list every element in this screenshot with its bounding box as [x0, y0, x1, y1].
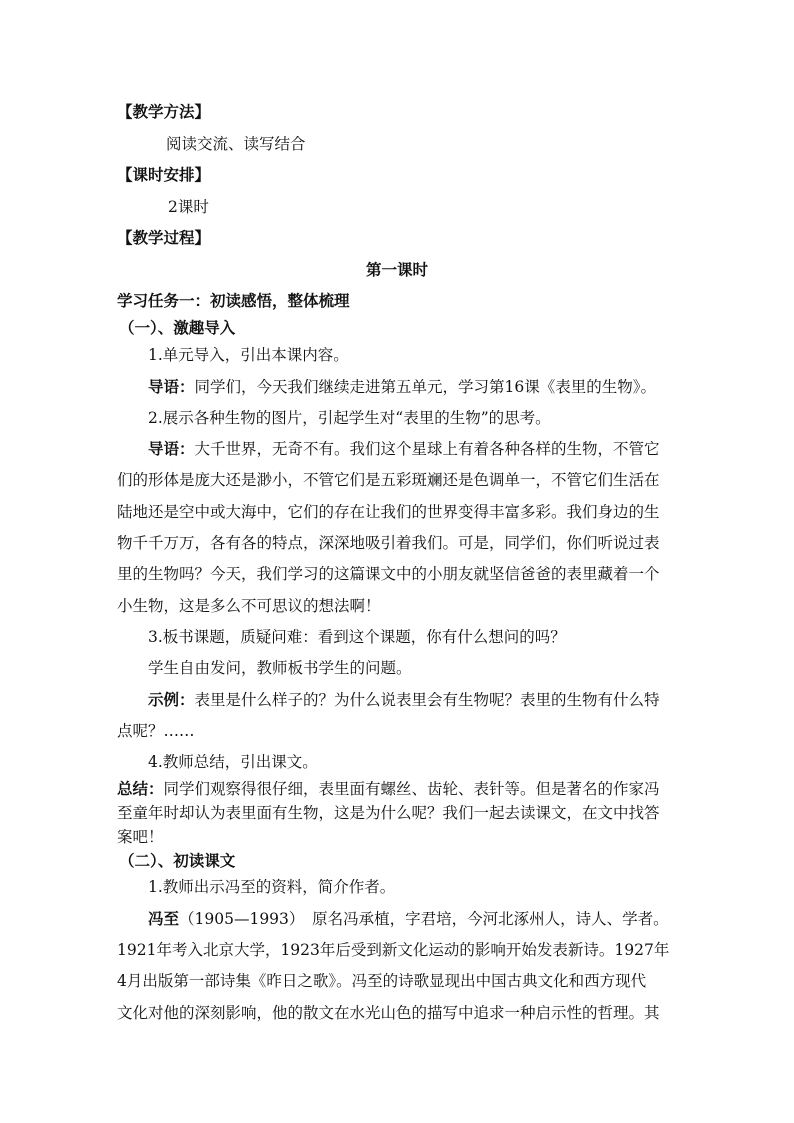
- summary-first-line: [117, 779, 660, 799]
- step3-note: 学生自由发问，教师板书学生的问题。: [148, 659, 412, 677]
- part2-heading: （二）、初读课文: [119, 851, 236, 870]
- intro2-line: 里的生物吗？今天，我们学习的这篇课文中的小朋友就坚信爸爸的表里藏着一个: [117, 565, 660, 583]
- example-line: 表里是什么样子的？为什么说表里会有生物呢？表里的生物有什么特: [194, 691, 660, 709]
- step2-text: 2.展示各种生物的图片，引起学生对“表里的生物”的思考。: [148, 409, 551, 427]
- step1-text: 1.单元导入，引出本课内容。: [148, 346, 349, 364]
- example-label: 示例：: [148, 690, 195, 709]
- intro2-line: 陆地还是空中或大海中，它们的存在让我们的世界变得丰富多彩。我们身边的生: [117, 503, 660, 521]
- intro-label: 导语：: [148, 377, 195, 396]
- author-name: 冯至: [148, 909, 180, 928]
- example-first-line: [148, 690, 660, 710]
- teaching-method-text: 阅读交流、读写结合: [166, 135, 306, 153]
- author-first-line: [148, 909, 669, 929]
- teaching-process-heading: 【教学过程】: [117, 228, 211, 247]
- lesson-title: 第一课时: [365, 260, 428, 279]
- summary-line: 同学们观察得很仔细，表里面有螺丝、齿轮、表针等。但是著名的作家冯: [163, 780, 660, 798]
- class-hours-text: 2课时: [168, 198, 209, 216]
- author-line: 文化对他的深刻影响，他的散文在水光山色的描写中追求一种启示性的哲理。其: [117, 1004, 660, 1022]
- task1-heading: 学习任务一：初读感悟，整体梳理: [117, 291, 350, 310]
- intro2-line: 大千世界，无奇不有。我们这个星球上有着各种各样的生物，不管它: [194, 440, 660, 458]
- intro-paragraph: [148, 377, 656, 397]
- intro2-line: 小生物，这是多么不可思议的想法啊！: [117, 597, 381, 615]
- intro-text: 同学们，今天我们继续走进第五单元，学习第16课《表里的生物》。: [194, 378, 656, 396]
- author-line: 4月出版第一部诗集《昨日之歌》。冯至的诗歌显现出中国古典文化和西方现代: [117, 972, 647, 990]
- author-line: （1905—1993） 原名冯承植，字君培，今河北涿州人，诗人、学者。: [179, 910, 669, 928]
- part2-step1-text: 1.教师出示冯至的资料，简介作者。: [148, 878, 396, 896]
- step3-text: 3.板书课题，质疑问难：看到这个课题，你有什么想问的吗？: [148, 628, 566, 646]
- example-line: 点呢？……: [117, 722, 195, 740]
- intro2-first-line: [148, 439, 660, 459]
- intro2-line: 物千千万万，各有各的特点，深深地吸引着我们。可是，同学们，你们听说过表: [117, 534, 660, 552]
- step4-text: 4.教师总结，引出课文。: [148, 753, 318, 771]
- summary-line: 案吧！: [117, 828, 164, 846]
- teaching-method-heading: 【教学方法】: [117, 102, 211, 121]
- intro2-label: 导语：: [148, 439, 195, 458]
- class-hours-heading: 【课时安排】: [117, 165, 211, 184]
- author-line: 1921年考入北京大学，1923年后受到新文化运动的影响开始发表新诗。1927年: [117, 941, 670, 959]
- summary-label: 总结：: [117, 779, 164, 798]
- summary-line: 至童年时却认为表里面有生物，这是为什么呢？我们一起去读课文，在文中找答: [117, 804, 660, 822]
- part1-heading: （一）、激趣导入: [119, 318, 236, 337]
- intro2-line: 们的形体是庞大还是渺小，不管它们是五彩斑斓还是色调单一，不管它们生活在: [117, 471, 660, 489]
